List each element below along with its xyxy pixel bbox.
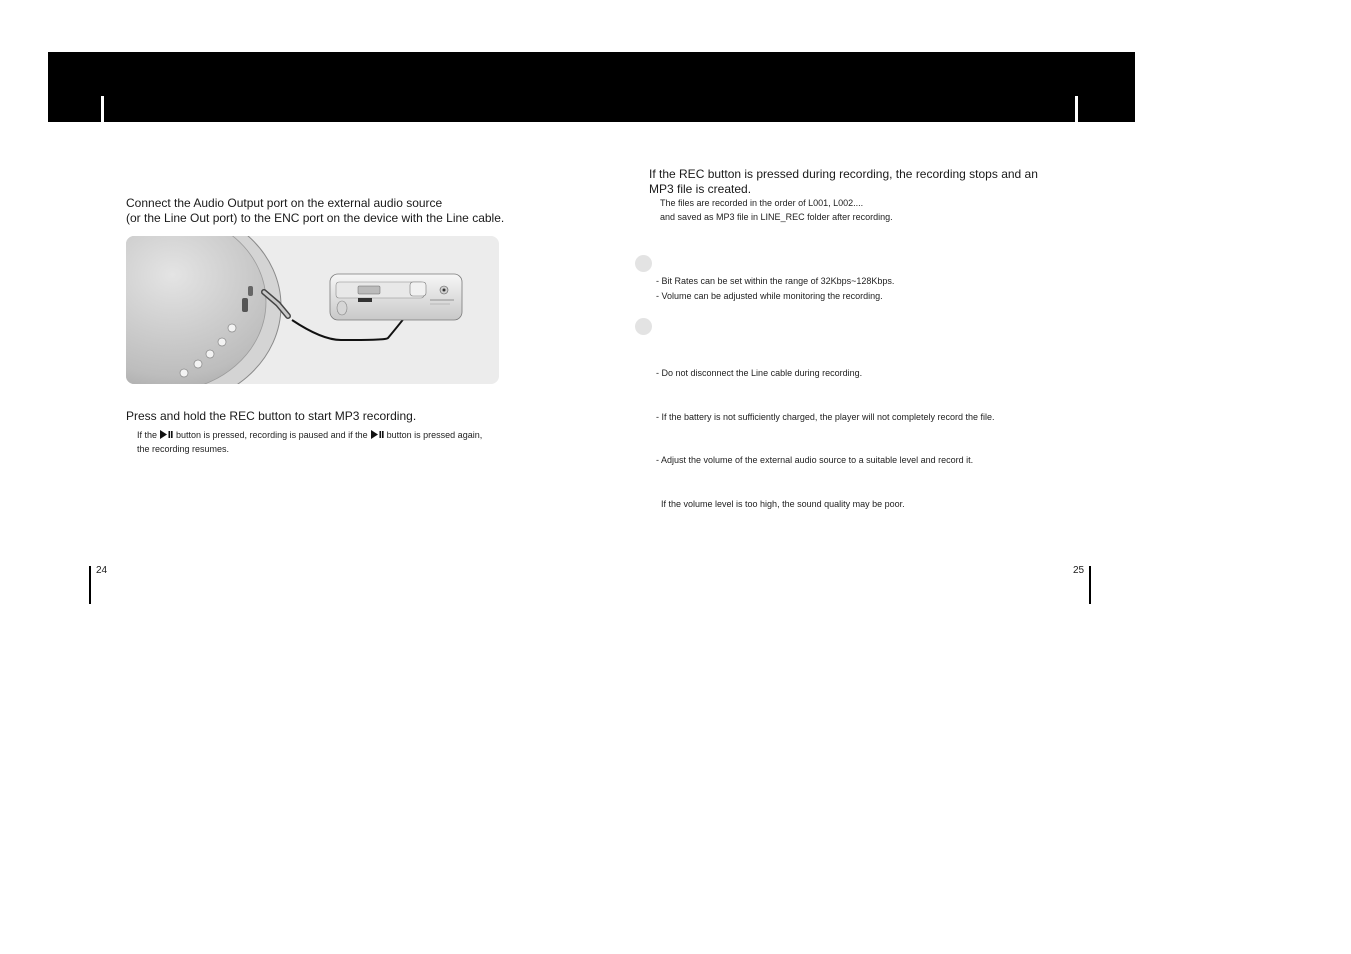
step-stop-note: [660, 196, 893, 224]
section-bullet-icon: [635, 255, 652, 272]
step-connect-line2: (or the Line Out port) to the ENC port on the device with the Line cable.: [126, 211, 505, 225]
note-prefix: If the: [137, 430, 158, 440]
step-connect-line1: Connect the Audio Output port on the external audio source: [126, 196, 443, 210]
step-stop-line2: MP3 file is created.: [649, 182, 752, 196]
play-pause-icon: [371, 429, 384, 438]
notes-a-item: - Volume can be adjusted while monitoring the recording.: [656, 291, 883, 301]
step-connect: [126, 196, 504, 226]
step-stop-recording: [649, 167, 1038, 197]
page-number-right: 25: [1073, 565, 1085, 576]
notes-b-item: - If the battery is not sufficiently charged, the player will not completely record the file.: [656, 411, 995, 422]
note-line2: the recording resumes.: [137, 444, 230, 454]
page-marker-right: [1089, 566, 1091, 604]
note-suffix: button is pressed again,: [386, 430, 483, 440]
notes-b-item: - Adjust the volume of the external audio source to a suitable level and record it.: [656, 455, 974, 465]
page-number-left: 24: [96, 565, 108, 576]
header-bar: [48, 52, 1135, 122]
section-bullet-icon: [635, 318, 652, 335]
notes-b-item: - Do not disconnect the Line cable during recording.: [656, 368, 863, 378]
note-line1: [137, 428, 482, 442]
notes-list-b: [656, 337, 995, 526]
notes-a-item: - Bit Rates can be set within the range of 32Kbps~128Kbps.: [656, 276, 895, 286]
connection-diagram: [126, 236, 499, 384]
header-tick-right: [1075, 96, 1078, 122]
connection-illustration: [126, 236, 499, 384]
header-tick-left: [101, 96, 104, 122]
step-stop-note1: The files are recorded in the order of L001, L002....: [660, 198, 864, 208]
step-stop-note2: and saved as MP3 file in LINE_REC folder after recording.: [660, 212, 893, 222]
note-mid: button is pressed, recording is paused and if the: [176, 430, 368, 440]
cd-player-illustration: [126, 236, 281, 384]
play-pause-icon: [160, 429, 173, 438]
step-stop-line1: If the REC button is pressed during recording, the recording stops and an: [649, 167, 1038, 181]
page-marker-left: [89, 566, 91, 604]
notes-list-a: [656, 274, 894, 304]
notes-b-item: If the volume level is too high, the sound quality may be poor.: [656, 498, 905, 509]
step-start-recording: Press and hold the REC button to start MP3 recording.: [126, 409, 417, 423]
step-start-recording-note: [137, 428, 482, 456]
mp3-player-illustration: [330, 274, 462, 320]
